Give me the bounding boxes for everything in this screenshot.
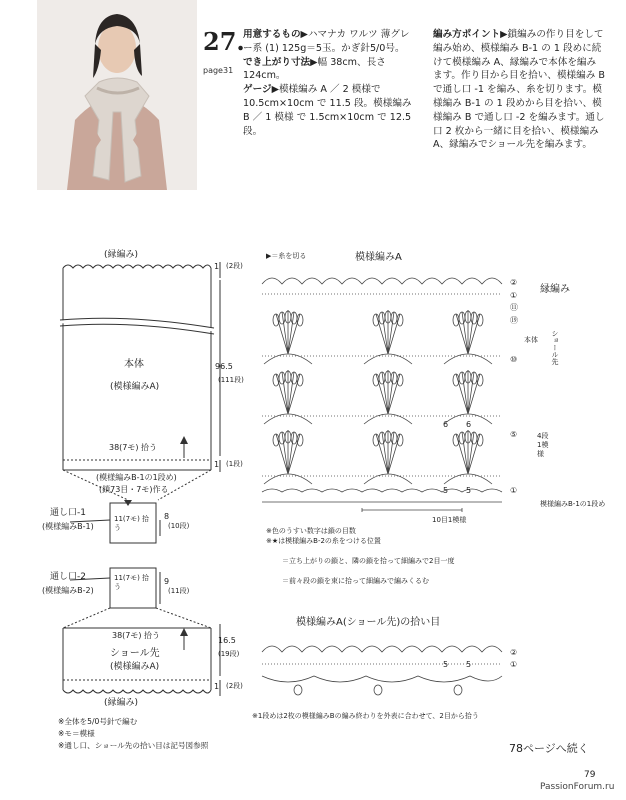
note-2: ※モ＝模様 (58, 729, 95, 738)
chart-a-row-1: ① (510, 291, 518, 300)
chart-a2-title: 模様編みA(ショール先)の拾い目 (296, 617, 441, 628)
slot1-inner-label: 11(7モ) 拾う (114, 515, 150, 532)
chart-note-3: ＝立ち上がりの鎖と、隣の鎖を拾って細編みで2目一度 (282, 557, 455, 565)
slot2-dim-rows: (11段) (168, 587, 190, 595)
materials-text: ハマナカ ワルツ 薄グレー系 (1) 125g＝5玉。かぎ針5/0号。 (243, 29, 410, 54)
site-watermark: PassionForum.ru (540, 782, 615, 792)
slot2-inner-label: 11(7モ) 拾う (114, 574, 150, 591)
dim-top-rows: (2段) (226, 262, 243, 270)
page-number: 79 (584, 770, 596, 780)
dim-body-rows: (111段) (218, 376, 244, 384)
chart-a-b1-note: 模様編みB-1の1段め (540, 500, 606, 508)
chart-a-inner-6b: 6 (466, 420, 472, 429)
points-heading: 編み方ポイント▶ (433, 29, 508, 40)
gauge-heading: ゲージ▶ (243, 84, 279, 96)
legend-cut: ▶＝糸を切る (266, 252, 307, 260)
tip-label: ショール先 (110, 648, 160, 659)
body-sub-label: (模様編みA) (110, 382, 160, 392)
tip-edge-rows: (2段) (226, 682, 243, 690)
size-text: 幅 38cm、長さ124cm。 (243, 56, 386, 82)
tip-sub-label: (模様編みA) (110, 662, 160, 672)
chart-a-inner-6a: 6 (443, 420, 449, 429)
continued-label: 78ページへ続く (509, 742, 589, 755)
general-notes (58, 716, 208, 752)
chart-note-4: ＝前々段の鎖を束に拾って細編みで編みくるむ (282, 577, 429, 585)
size-heading: でき上がり寸法▶ (243, 56, 318, 68)
tip-dim-cm: 16.5 (218, 636, 236, 645)
edge-top-label: (縁編み) (104, 250, 139, 260)
dim-body-cm: 96.5 (215, 362, 233, 371)
chart-a-inner-5b: 5 (466, 486, 472, 495)
chart-a-row-2: ② (510, 278, 518, 287)
note-3: ※通し口、ショール先の拾い目は記号図参照 (58, 741, 209, 750)
points-text: 鎖編みの作り目をして編み始め、模様編み B-1 の 1 段めに続けて模様編み A、縁編みで本体を編みます。作り目から目を拾い、模様編み B で通し口 -1 を編み、糸を切ります。模様編み B-1 の 1 段めから目を拾い、模様編み B で通し口 -2 を編みます。通し口 2 枚から一緒に目を拾い、模様編み A、縁編みでショール先を編みます。 (433, 29, 605, 151)
chart-a-repeat: 10目1模様 (432, 516, 467, 524)
chart-a-row-1b: ① (510, 486, 518, 495)
chart-a-row-111: ⑪ (510, 303, 518, 312)
body-label: 本体 (124, 359, 144, 370)
dim-bottom-cm: 1 (214, 460, 220, 469)
tip-pickup-label: 38(7モ) 拾う (112, 631, 161, 640)
body-pickup-label: 38(7モ) 拾う (109, 443, 158, 452)
chain-cast-label: (鎖73目・7モ)作る (99, 485, 169, 494)
page-reference: page31 (203, 66, 234, 75)
slot1-sub-label: (模様編みB-1) (42, 522, 94, 531)
slot2-sub-label: (模様編みB-2) (42, 586, 94, 595)
dim-bottom-rows: (1段) (226, 460, 243, 468)
slot2-dim-cm: 9 (164, 577, 170, 586)
tip-edge-label: (縁編み) (104, 698, 139, 708)
chart-note-1: ※色のうすい数字は鎖の目数 (266, 527, 356, 535)
chart-note-2: ※★は模様編みB-2の糸をつける位置 (266, 537, 381, 545)
dim-top-cm: 1 (214, 262, 220, 271)
chart-a-inner-5a: 5 (443, 486, 449, 495)
b1-first-row-label: (模様編みB-1の1段め) (96, 473, 177, 482)
tip-dim-rows: (19段) (218, 650, 240, 658)
chart-a-title: 模様編みA (355, 252, 402, 263)
chart-a-body-tag: 本体 (524, 336, 538, 344)
chart-a-rows-note: 4段1模様 (537, 432, 549, 458)
tip-edge-cm: 1 (214, 682, 220, 691)
chart-a-shawl-tag: ショール先 (551, 330, 559, 365)
gauge-text: 模様編み A ／ 2 模様で 10.5cm×10cm で 11.5 段。模様編み B ／ 1 模様 で 1.5cm×10cm で 12.5 段。 (243, 84, 412, 137)
note-1: ※全体を5/0号針で編む (58, 717, 138, 726)
chart-a2-row-1: ① (510, 660, 518, 669)
slot2-label: 通し口-2 (50, 572, 86, 582)
slot1-dim-rows: (10段) (168, 522, 190, 530)
chart-a2-inner-5b: 5 (466, 660, 472, 669)
chart-a2-note: ※1段めは2枚の模様編みBの編み終わりを外表に合わせて、2目から拾う (252, 712, 479, 720)
chart-a-symbols (258, 264, 508, 514)
slot1-dim-cm: 8 (164, 512, 170, 521)
chart-a2-row-2: ② (510, 648, 518, 657)
materials-heading: 用意するもの▶ (243, 29, 308, 40)
chart-a-row-5: ⑤ (510, 430, 518, 439)
pattern-number: 27. (203, 27, 245, 56)
chart-a-edge-label: 縁編み (540, 284, 570, 295)
slot1-label: 通し口-1 (50, 508, 86, 518)
chart-a2-inner-5a: 5 (443, 660, 449, 669)
chart-a-row-19: ⑲ (510, 316, 518, 325)
chart-a-row-10: ⑩ (510, 355, 518, 364)
